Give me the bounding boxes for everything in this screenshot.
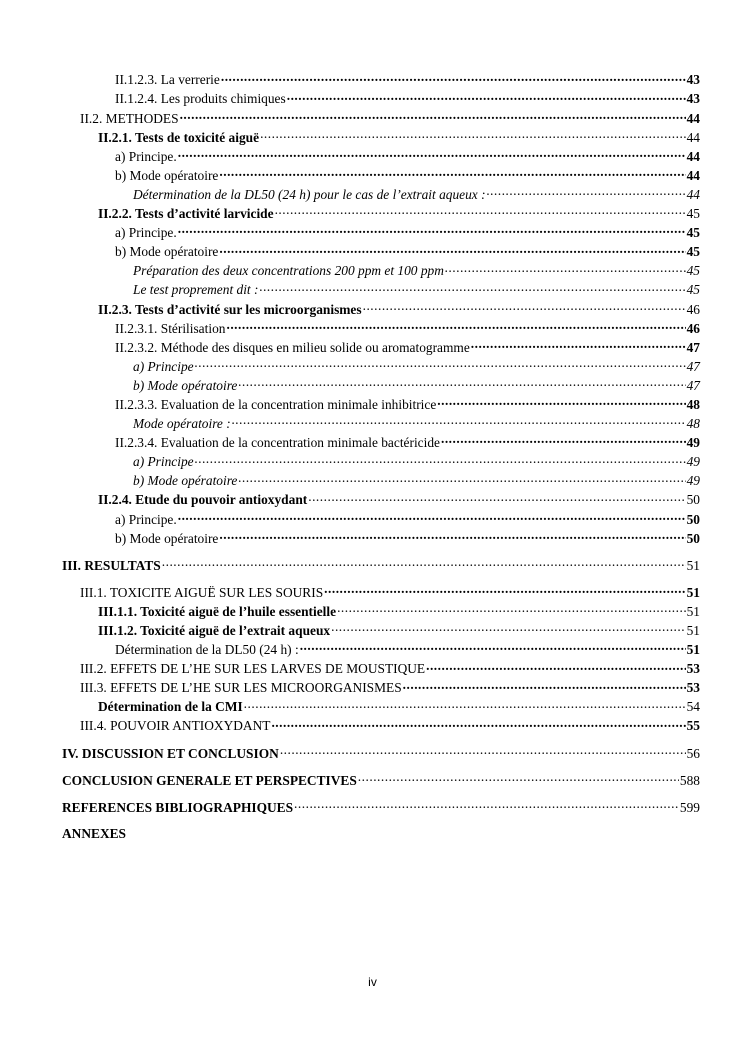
toc-entry-title: Détermination de la DL50 (24 h) :: [115, 642, 299, 658]
toc-entry: [62, 377, 700, 396]
toc-entry-page: 56: [686, 745, 700, 761]
leader-dots: [219, 243, 685, 256]
toc-entry-page: 45: [686, 282, 700, 298]
toc-entry: [62, 641, 700, 660]
leader-dots: [441, 434, 686, 447]
leader-dots: [487, 186, 686, 199]
toc-entry-page: 44: [686, 167, 700, 183]
toc-entry: [62, 186, 700, 205]
leader-dots: [287, 90, 686, 103]
leader-dots: [195, 357, 686, 370]
toc-entry-page: 55: [686, 718, 700, 734]
toc-entry-page: 51: [686, 584, 700, 600]
leader-dots: [471, 338, 686, 351]
toc-entry: [62, 660, 700, 679]
toc-entry-page: 47: [686, 339, 700, 355]
toc-entry-page: 47: [686, 358, 700, 374]
toc-entry-title: Détermination de la DL50 (24 h) pour le cas de l’extrait aqueux :: [133, 186, 486, 202]
toc-entry: [62, 744, 700, 763]
toc-entry-page: 50: [686, 530, 700, 546]
toc-entry-title: III.4. POUVOIR ANTIOXYDANT: [80, 718, 271, 734]
toc-entry-page: 51: [686, 642, 700, 658]
toc-entry-title: II.2.1. Tests de toxicité aiguë: [98, 129, 260, 145]
toc-entry: [62, 556, 700, 575]
leader-dots: [162, 556, 686, 569]
toc-entry-page: 49: [686, 473, 700, 489]
leader-dots: [403, 679, 686, 692]
toc-entry: [62, 771, 700, 790]
leader-dots: [324, 583, 685, 596]
leader-dots: [259, 281, 685, 294]
toc-entry: [62, 71, 700, 90]
toc-entry-page: 599: [679, 799, 700, 815]
toc-entry: [62, 510, 700, 529]
toc-entry-page: 47: [686, 377, 700, 393]
toc-entry-title: II.2.3.1. Stérilisation: [115, 320, 226, 336]
toc-entry-page: 49: [686, 454, 700, 470]
toc-entry-page: 45: [686, 206, 700, 222]
toc-entry-page: 48: [686, 416, 700, 432]
toc-entry-page: 54: [686, 699, 700, 715]
toc-entry-title: II.2.3.3. Evaluation de la concentration minimale inhibitrice: [115, 396, 437, 412]
leader-dots: [238, 377, 685, 390]
toc-entry-page: 48: [686, 396, 700, 412]
toc-entry-page: 45: [686, 225, 700, 241]
leader-dots: [445, 262, 686, 275]
toc-entry: [62, 583, 700, 602]
toc-entry-title: b) Mode opératoire: [115, 530, 219, 546]
toc-entry-title: b) Mode opératoire: [133, 377, 238, 393]
toc-entry-page: 45: [686, 263, 700, 279]
toc-entry: [62, 603, 700, 622]
toc-entry: [62, 825, 700, 844]
toc-entry-title: Le test proprement dit :: [133, 282, 259, 298]
leader-dots: [178, 510, 686, 523]
toc-entry: [62, 396, 700, 415]
toc-entry: [62, 622, 700, 641]
toc-entry: [62, 338, 700, 357]
toc-entry-title: b) Mode opératoire: [133, 473, 238, 489]
toc-entry-title: a) Principe.: [115, 148, 177, 164]
toc-entry: [62, 319, 700, 338]
leader-dots: [358, 771, 679, 784]
toc-entry: [62, 281, 700, 300]
toc-entry-title: II.2.3.2. Méthode des disques en milieu solide ou aromatogramme: [115, 339, 470, 355]
toc-entry: [62, 529, 700, 548]
toc-entry-title: III.2. EFFETS DE L’HE SUR LES LARVES DE MOUSTIQUE: [80, 661, 426, 677]
toc-entry: [62, 147, 700, 166]
toc-entry-title: II.2.3. Tests d’activité sur les microorganismes: [98, 301, 362, 317]
toc-entry-title: III.1.1. Toxicité aiguë de l’huile essentielle: [98, 603, 337, 619]
toc-entry-title: b) Mode opératoire: [115, 167, 219, 183]
leader-dots: [294, 798, 679, 811]
toc-entry-title: II.2.4. Etude du pouvoir antioxydant: [98, 492, 308, 508]
toc-entry: [62, 453, 700, 472]
toc-entry: [62, 798, 700, 817]
toc-entry-page: 51: [686, 557, 700, 573]
table-of-contents: [62, 71, 700, 844]
toc-entry: [62, 491, 700, 510]
leader-dots: [437, 396, 685, 409]
leader-dots: [260, 128, 686, 141]
toc-entry-page: 44: [686, 148, 700, 164]
leader-dots: [219, 529, 685, 542]
toc-entry: [62, 698, 700, 717]
toc-entry: [62, 205, 700, 224]
toc-entry-title: Mode opératoire :: [133, 416, 231, 432]
toc-entry: [62, 109, 700, 128]
leader-dots: [221, 71, 686, 84]
leader-dots: [331, 622, 686, 635]
toc-entry-page: 49: [686, 435, 700, 451]
toc-entry-page: 53: [686, 680, 700, 696]
leader-dots: [226, 319, 685, 332]
toc-entry: [62, 300, 700, 319]
toc-entry-page: 51: [686, 623, 700, 639]
leader-dots: [308, 491, 685, 504]
toc-entry-title: II.2.3.4. Evaluation de la concentration minimale bactéricide: [115, 435, 440, 451]
toc-entry-title: Préparation des deux concentrations 200 ppm et 100 ppm: [133, 263, 444, 279]
toc-entry: [62, 717, 700, 736]
toc-entry-title: b) Mode opératoire: [115, 244, 219, 260]
toc-entry-page: 44: [686, 186, 700, 202]
toc-entry-page: 53: [686, 661, 700, 677]
toc-entry-page: 43: [686, 72, 700, 88]
page-number: iv: [368, 975, 377, 989]
toc-entry: [62, 224, 700, 243]
toc-entry-title: III.1. TOXICITE AIGUË SUR LES SOURIS: [80, 584, 324, 600]
leader-dots: [426, 660, 686, 673]
toc-entry-title: III.1.2. Toxicité aiguë de l’extrait aqueux: [98, 623, 331, 639]
toc-entry-page: 50: [686, 492, 700, 508]
toc-entry-page: 44: [686, 129, 700, 145]
leader-dots: [238, 472, 685, 485]
toc-entry: [62, 128, 700, 147]
toc-entry: [62, 472, 700, 491]
toc-entry: [62, 166, 700, 185]
toc-entry-title: III.3. EFFETS DE L’HE SUR LES MICROORGANISMES: [80, 680, 402, 696]
toc-entry-page: 44: [686, 110, 700, 126]
leader-dots: [232, 415, 686, 428]
toc-entry-title: II.1.2.4. Les produits chimiques: [115, 91, 286, 107]
leader-dots: [271, 717, 685, 730]
toc-entry-page: 46: [686, 301, 700, 317]
toc-entry: [62, 357, 700, 376]
toc-entry-page: 43: [686, 91, 700, 107]
toc-entry-title: IV. DISCUSSION ET CONCLUSION: [62, 745, 279, 761]
toc-entry-title: II.1.2.3. La verrerie: [115, 72, 220, 88]
leader-dots: [244, 698, 686, 711]
toc-entry-page: 50: [686, 511, 700, 527]
toc-entry-page: 51: [686, 603, 700, 619]
toc-entry-page: 588: [679, 772, 700, 788]
toc-entry: [62, 90, 700, 109]
leader-dots: [219, 166, 685, 179]
leader-dots: [178, 224, 686, 237]
toc-entry-title: a) Principe: [133, 454, 194, 470]
toc-entry: [62, 679, 700, 698]
toc-entry: [62, 415, 700, 434]
toc-entry: [62, 434, 700, 453]
toc-entry: [62, 243, 700, 262]
leader-dots: [337, 603, 686, 616]
leader-dots: [180, 109, 686, 122]
toc-entry-title: Détermination de la CMI: [98, 699, 243, 715]
leader-dots: [300, 641, 686, 654]
toc-entry-title: III. RESULTATS: [62, 557, 161, 573]
toc-entry: [62, 262, 700, 281]
toc-entry-title: REFERENCES BIBLIOGRAPHIQUES: [62, 799, 294, 815]
toc-entry-title: a) Principe: [133, 358, 194, 374]
toc-entry-title: CONCLUSION GENERALE ET PERSPECTIVES: [62, 772, 357, 788]
leader-dots: [195, 453, 686, 466]
leader-dots: [280, 744, 686, 757]
toc-entry-title: II.2.2. Tests d’activité larvicide: [98, 206, 274, 222]
leader-dots: [275, 205, 686, 218]
toc-entry-title: ANNEXES: [62, 826, 126, 842]
toc-entry-page: 45: [686, 244, 700, 260]
leader-dots: [178, 147, 686, 160]
toc-entry-title: II.2. METHODES: [80, 110, 179, 126]
toc-entry-page: 46: [686, 320, 700, 336]
leader-dots: [363, 300, 686, 313]
toc-entry-title: a) Principe.: [115, 225, 177, 241]
toc-entry-title: a) Principe.: [115, 511, 177, 527]
